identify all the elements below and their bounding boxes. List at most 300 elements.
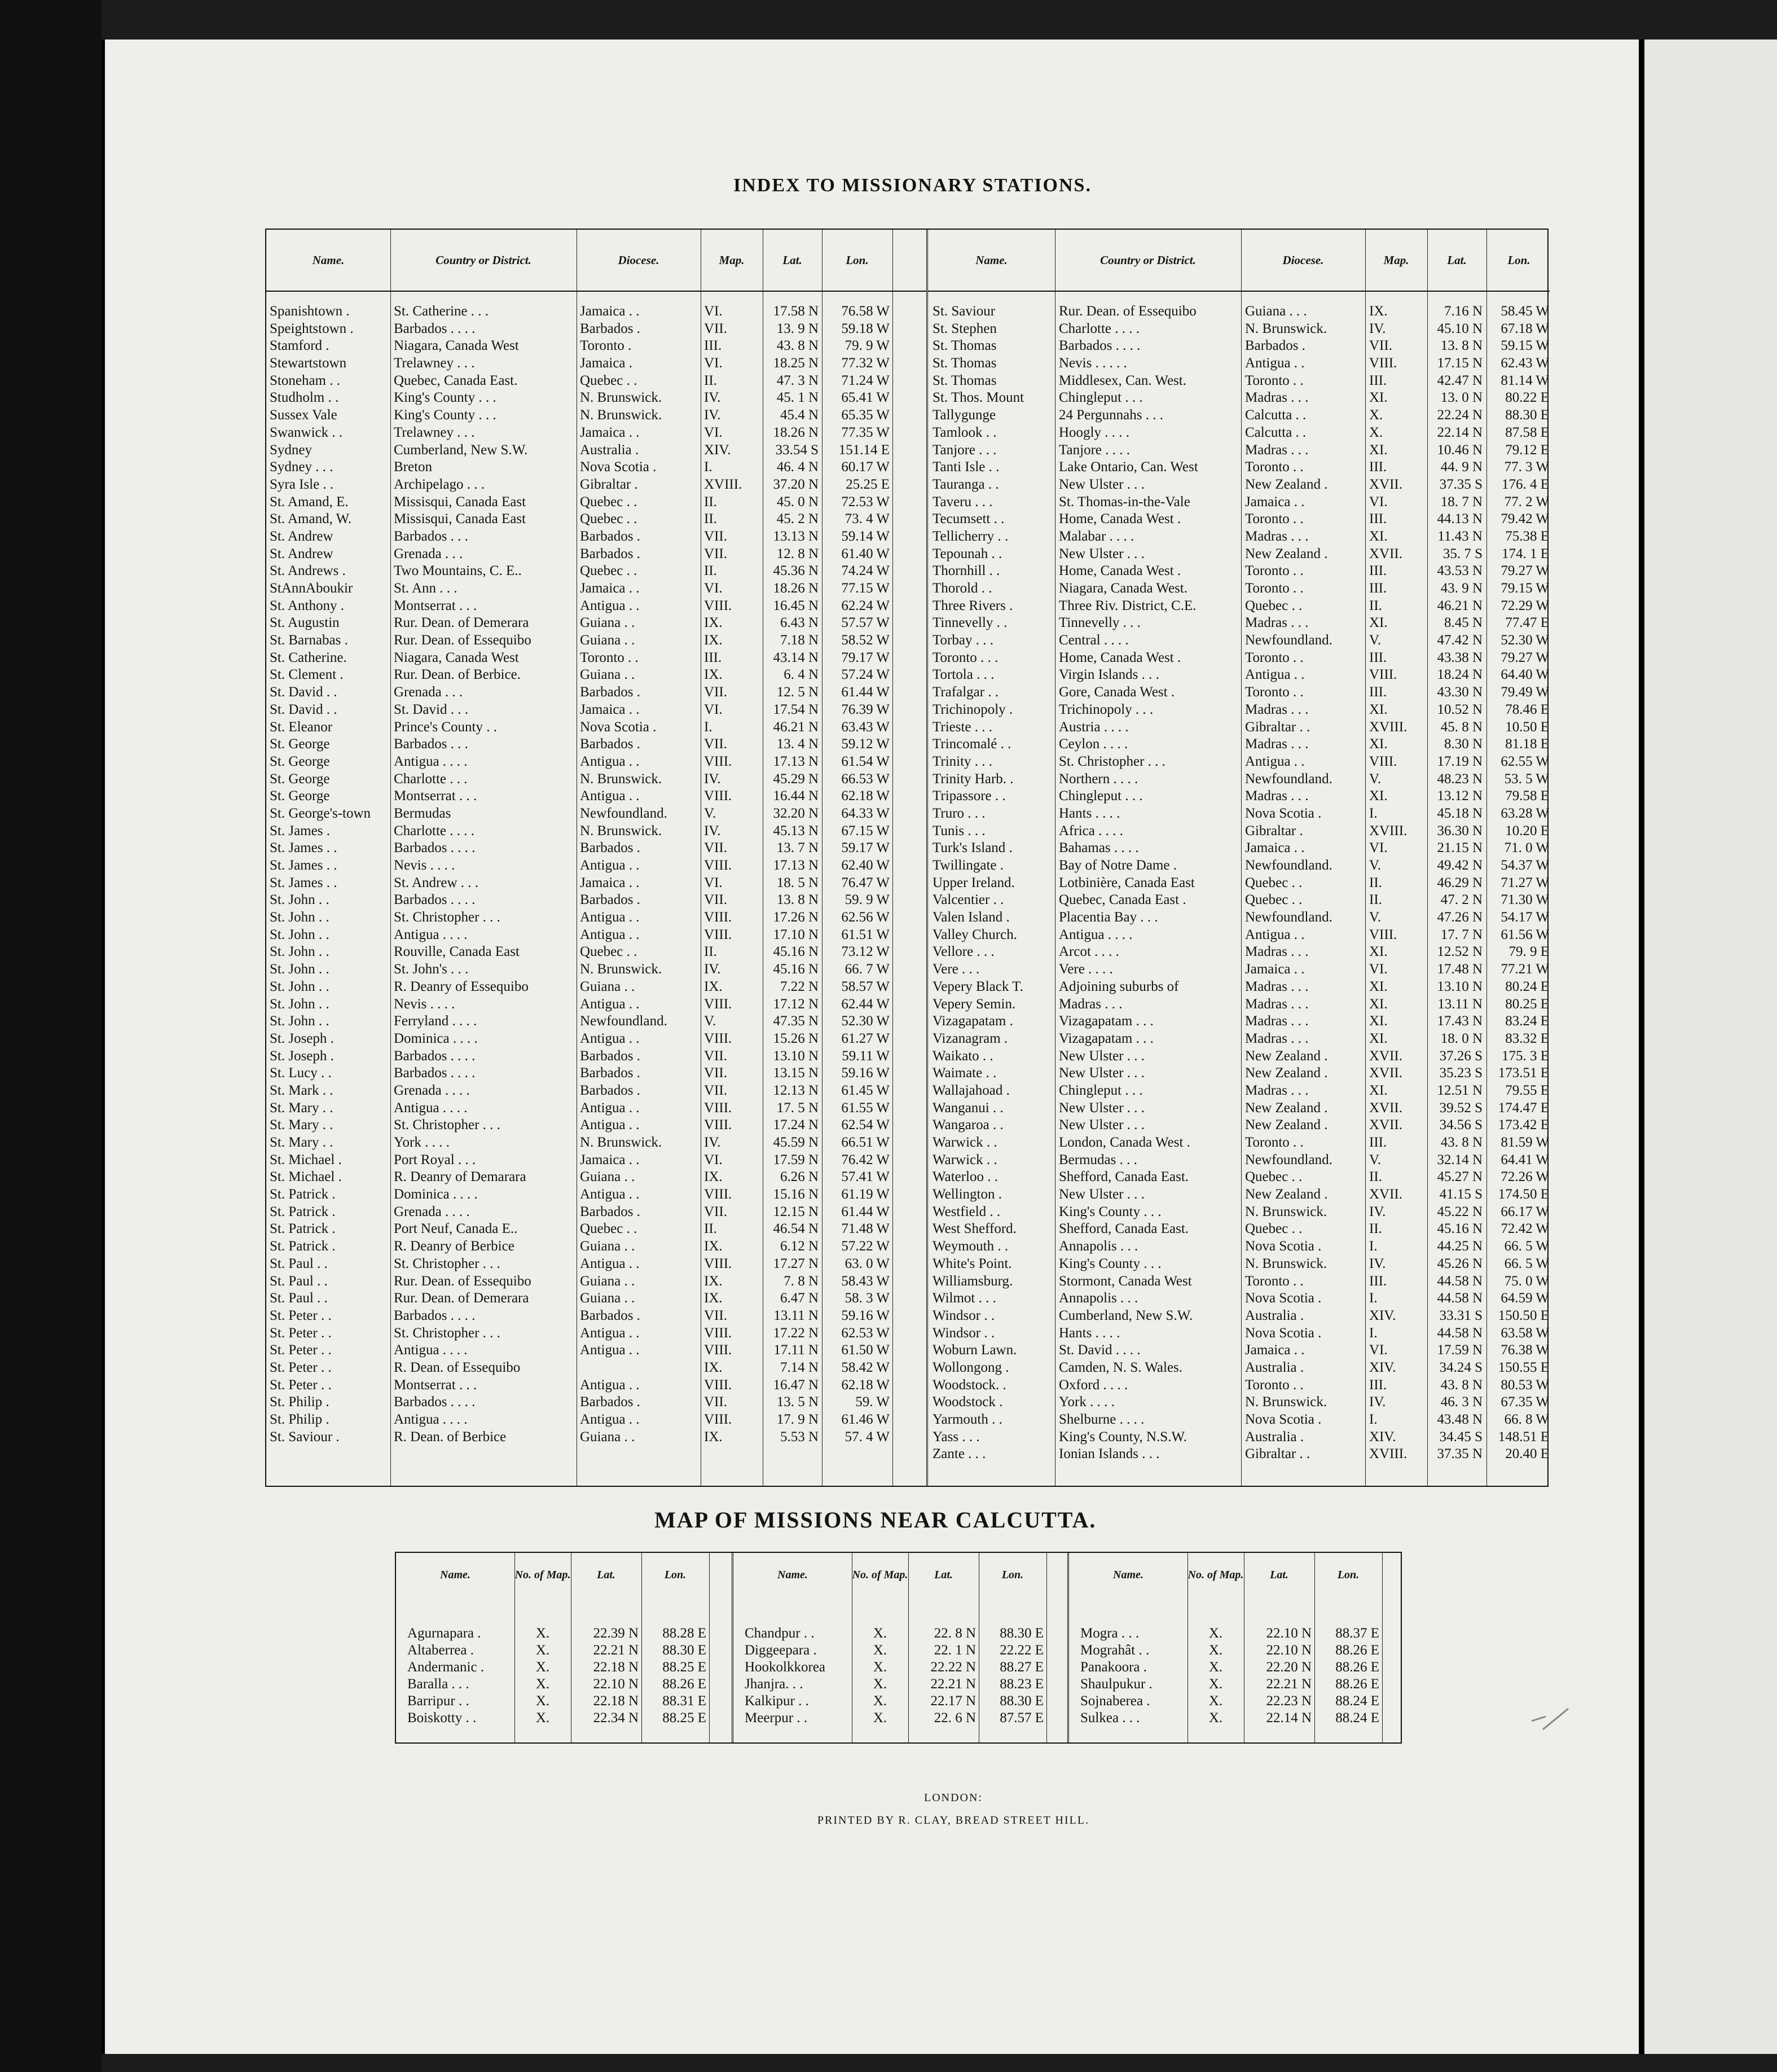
header-country: Country or District. — [436, 253, 531, 267]
cell-diocese: Quebec . . — [1245, 1169, 1303, 1185]
cell-name: St. Amand, W. — [270, 511, 352, 527]
cell-name: Windsor . . — [933, 1307, 995, 1323]
table-row — [266, 771, 926, 788]
cell-diocese: Nova Scotia . — [1245, 1290, 1322, 1306]
cell-map: IX. — [704, 1273, 723, 1289]
cell-lat: 45. 1 N — [776, 390, 819, 406]
cell-diocese: Australia . — [1245, 1307, 1304, 1323]
cell-diocese: N. Brunswick. — [1245, 1256, 1327, 1271]
cell-diocese: Newfoundland. — [1245, 1152, 1332, 1167]
cell-country: Bay of Notre Dame . — [1059, 858, 1177, 873]
header-lon: Lon. — [664, 1569, 687, 1581]
cell-lat: 17.26 N — [773, 910, 819, 925]
cell-lat: 34.24 S — [1439, 1359, 1483, 1375]
cell-map: XVII. — [1369, 1187, 1403, 1202]
cell-lat: 36.30 N — [1437, 823, 1483, 839]
cell-lat: 17. 7 N — [1440, 927, 1483, 942]
cell-name: St. Barnabas . — [270, 633, 348, 648]
cell-diocese: Quebec . . — [1245, 1221, 1303, 1237]
cell-lon: 63. 0 W — [844, 1256, 890, 1271]
table-row — [266, 372, 926, 390]
cell-lon: 88.25 E — [662, 1660, 706, 1675]
cell-country: King's County . . . — [394, 390, 496, 406]
cell-map: VI. — [1369, 840, 1388, 856]
cell-lat: 17.43 N — [1437, 1013, 1483, 1029]
cell-map: VIII. — [704, 1412, 732, 1427]
cell-name: Tanjore . . . — [933, 442, 997, 458]
cell-map: VIII. — [704, 910, 732, 925]
cell-country: Chingleput . . . — [1059, 788, 1143, 804]
cell-lat: 37.35 S — [1439, 476, 1483, 492]
cell-name: Torbay . . . — [933, 633, 993, 648]
cell-map: I. — [1369, 805, 1378, 821]
cell-lon: 63.28 W — [1501, 805, 1549, 821]
cell-name: St. John . . — [270, 962, 329, 977]
cell-lon: 62.55 W — [1501, 753, 1549, 769]
cell-name: St. Philip . — [270, 1412, 329, 1427]
cell-diocese: Guiana . . — [580, 1273, 635, 1289]
cell-name: Windsor . . — [933, 1325, 995, 1341]
cell-map: XI. — [1369, 390, 1388, 406]
cell-lat: 17.10 N — [773, 927, 819, 942]
cell-country: St. Andrew . . . — [394, 875, 478, 890]
cell-lat: 17.22 N — [773, 1325, 819, 1341]
cell-name: Sydney . . . — [270, 459, 333, 475]
cell-lat: 13. 0 N — [1440, 390, 1483, 406]
cell-diocese: Antigua . . — [580, 858, 640, 873]
cell-lat: 43.48 N — [1437, 1412, 1483, 1427]
cell-name: Valley Church. — [933, 927, 1017, 942]
cell-map: XVII. — [1369, 476, 1403, 492]
cell-lon: 150.55 E — [1498, 1359, 1549, 1375]
table-row — [928, 978, 1550, 996]
table-row — [928, 1082, 1550, 1100]
cell-diocese: Toronto . . — [1245, 581, 1304, 596]
cell-map: II. — [704, 494, 717, 510]
cell-lon: 58.45 W — [1501, 304, 1549, 319]
cell-lat: 6.26 N — [780, 1169, 819, 1185]
cell-lat: 45.36 N — [773, 563, 819, 579]
table-row — [266, 996, 926, 1013]
cell-lon: 71.48 W — [841, 1221, 890, 1237]
cell-lat: 37.20 N — [773, 476, 819, 492]
cell-lat: 22. 6 N — [934, 1710, 976, 1726]
cell-name: St. Saviour . — [270, 1429, 340, 1445]
cell-country: Bermudas . . . — [1059, 1152, 1137, 1167]
cell-lon: 58.52 W — [841, 633, 890, 648]
cell-country: London, Canada West . — [1059, 1135, 1190, 1150]
cell-diocese: Madras . . . — [1245, 736, 1309, 752]
cell-lat: 17.13 N — [773, 858, 819, 873]
cell-lat: 22.10 N — [593, 1676, 639, 1692]
cell-country: Shefford, Canada East. — [1059, 1169, 1189, 1185]
cell-name: St. George's-town — [270, 805, 371, 821]
table-row — [266, 1429, 926, 1446]
cell-map: XI. — [1369, 736, 1388, 752]
cell-lon: 150.50 E — [1498, 1307, 1549, 1323]
cell-lon: 87.57 E — [1000, 1710, 1044, 1726]
cell-country: Nevis . . . . — [394, 858, 455, 873]
cell-lon: 79.12 E — [1505, 442, 1549, 458]
cell-map: VII. — [704, 684, 727, 700]
cell-map: VII. — [704, 546, 727, 561]
cell-diocese: Jamaica . — [580, 355, 633, 371]
cell-map: XI. — [1369, 528, 1388, 544]
cell-name: Tepounah . . — [933, 546, 1002, 561]
cell-map: XVII. — [1369, 546, 1403, 561]
table-row — [733, 1676, 1067, 1693]
cell-name: St. James . . — [270, 858, 337, 873]
header-lat: Lat. — [782, 253, 802, 267]
cell-name: Toronto . . . — [933, 649, 999, 665]
cell-diocese: Madras . . . — [1245, 944, 1309, 960]
cell-country: Niagara, Canada West — [394, 649, 519, 665]
cell-country: Rur. Dean. of Essequibo — [394, 633, 531, 648]
cell-diocese: Antigua . . — [580, 1117, 640, 1133]
cell-map: VIII. — [704, 996, 732, 1012]
table-row — [396, 1642, 732, 1659]
cell-country: Grenada . . . — [394, 684, 463, 700]
cell-map: VI. — [704, 355, 723, 371]
cell-name: St. Andrews . — [270, 563, 346, 579]
cell-country: King's County, N.S.W. — [1059, 1429, 1187, 1445]
cell-lon: 59.16 W — [841, 1065, 890, 1081]
cell-country: Barbados . . . . — [394, 1048, 476, 1064]
cell-country: St. Christopher . . . — [394, 910, 500, 925]
cell-name: Tanti Isle . . — [933, 459, 1000, 475]
cell-map: VI. — [704, 581, 723, 596]
header-lat: Lat. — [597, 1569, 615, 1581]
cell-diocese: Madras . . . — [1245, 615, 1309, 631]
cell-name: St. Amand, E. — [270, 494, 349, 510]
cell-map: VI. — [704, 701, 723, 717]
cell-lon: 72.53 W — [841, 494, 890, 510]
cell-map: XVIII. — [1369, 823, 1407, 839]
cell-name: St. George — [270, 771, 330, 787]
cell-diocese: Toronto . . — [1245, 649, 1304, 665]
cell-name: St. Thos. Mount — [933, 390, 1024, 406]
cell-lon: 61.50 W — [841, 1342, 890, 1358]
cell-name: Trichinopoly . — [933, 701, 1013, 717]
cell-map: VII. — [704, 1082, 727, 1098]
cell-country: Nevis . . . . — [394, 996, 455, 1012]
table-row — [1069, 1625, 1403, 1642]
cell-diocese: Antigua . . — [1245, 753, 1305, 769]
cell-lon: 54.17 W — [1501, 910, 1549, 925]
cell-map: V. — [1369, 1152, 1382, 1167]
table-row — [928, 303, 1550, 321]
cell-lat: 43.38 N — [1437, 649, 1483, 665]
cell-name: Vepery Semin. — [933, 996, 1016, 1012]
cell-diocese: Quebec . . — [580, 494, 637, 510]
table-row — [733, 1693, 1067, 1710]
cell-lat: 47. 2 N — [1440, 892, 1483, 908]
cell-lon: 88.26 E — [1335, 1660, 1379, 1675]
cell-lat: 43.14 N — [773, 649, 819, 665]
cell-name: St. Lucy . . — [270, 1065, 332, 1081]
cell-country: Breton — [394, 459, 433, 475]
table-row — [266, 580, 926, 598]
header-map-no: No. of Map. — [514, 1569, 571, 1581]
cell-lat: 12.51 N — [1437, 1082, 1483, 1098]
cell-map: IX. — [704, 1359, 723, 1375]
cell-country: Niagara, Canada West — [394, 338, 519, 354]
cell-country: Vizagapatam . . . — [1059, 1013, 1154, 1029]
cell-map-no: X. — [873, 1710, 887, 1726]
cell-lat: 12.52 N — [1437, 944, 1483, 960]
cell-lon: 22.22 E — [1000, 1643, 1044, 1658]
cell-country: Barbados . . . — [394, 736, 468, 752]
table-row — [266, 407, 926, 424]
table-row — [266, 598, 926, 615]
cell-country: Ionian Islands . . . — [1059, 1446, 1160, 1462]
cell-country: Hants . . . . — [1059, 805, 1120, 821]
cell-name: St. Peter . . — [270, 1307, 332, 1323]
table-row — [266, 736, 926, 753]
cell-lat: 33.31 S — [1439, 1307, 1483, 1323]
cell-lat: 46. 3 N — [1440, 1394, 1483, 1410]
cell-lat: 10.52 N — [1437, 701, 1483, 717]
table-row — [266, 1290, 926, 1307]
cell-lon: 20.40 E — [1505, 1446, 1549, 1462]
cell-name: Three Rivers . — [933, 598, 1013, 613]
cell-lat: 45. 2 N — [776, 511, 819, 527]
cell-map: X. — [1369, 424, 1383, 440]
cell-name: Warwick . . — [933, 1135, 997, 1150]
table-row — [928, 875, 1550, 892]
cell-name: Woodstock . — [933, 1394, 1003, 1410]
cell-lat: 12. 5 N — [776, 684, 819, 700]
cell-name: St. Patrick . — [270, 1187, 336, 1202]
imprint-city: LONDON: — [924, 1792, 983, 1804]
cell-lon: 64.41 W — [1501, 1152, 1549, 1167]
cell-map: XI. — [1369, 615, 1388, 631]
cell-diocese: New Zealand . — [1245, 476, 1328, 492]
cell-lon: 25.25 E — [846, 476, 890, 492]
cell-map: III. — [1369, 1273, 1387, 1289]
table-row — [928, 1169, 1550, 1186]
cell-lat: 17. 9 N — [776, 1412, 819, 1427]
cell-lat: 18.24 N — [1437, 667, 1483, 683]
table-row — [928, 563, 1550, 580]
cell-name: Mograhât . . — [1080, 1643, 1150, 1658]
table-row — [266, 1030, 926, 1048]
cell-diocese: Antigua . . — [580, 996, 640, 1012]
cell-lat: 13. 7 N — [776, 840, 819, 856]
cell-country: Prince's County . . — [394, 719, 497, 735]
cell-map: VII. — [704, 528, 727, 544]
cell-lat: 13. 8 N — [1440, 338, 1483, 354]
cell-lat: 45.18 N — [1437, 805, 1483, 821]
table-row — [266, 927, 926, 944]
cell-country: Montserrat . . . — [394, 1377, 477, 1393]
cell-lon: 75. 0 W — [1504, 1273, 1549, 1289]
cell-map: XI. — [1369, 1013, 1388, 1029]
table-row — [266, 961, 926, 978]
cell-lat: 34.45 S — [1439, 1429, 1483, 1445]
cell-diocese: New Zealand . — [1245, 1065, 1328, 1081]
cell-name: St. James . — [270, 823, 330, 839]
cell-name: Woodstock. . — [933, 1377, 1006, 1393]
cell-country: Home, Canada West . — [1059, 511, 1181, 527]
cell-country: Tanjore . . . . — [1059, 442, 1130, 458]
cell-lon: 62.44 W — [841, 996, 890, 1012]
cell-lat: 13.10 N — [773, 1048, 819, 1064]
cell-diocese: Madras . . . — [1245, 1030, 1309, 1046]
cell-name: Mogra . . . — [1080, 1626, 1140, 1641]
cell-name: St. Andrew — [270, 528, 333, 544]
cell-lon: 61.44 W — [841, 684, 890, 700]
cell-name: Tauranga . . — [933, 476, 999, 492]
cell-lon: 88.30 E — [1000, 1693, 1044, 1709]
cell-map: XI. — [1369, 701, 1388, 717]
cell-map: XVIII. — [704, 476, 742, 492]
cell-country: Middlesex, Can. West. — [1059, 372, 1186, 388]
cell-lat: 45.16 N — [773, 962, 819, 977]
table-row — [266, 1117, 926, 1134]
cell-lon: 75.38 E — [1505, 528, 1549, 544]
cell-diocese: Antigua . . — [580, 1187, 640, 1202]
cell-lat: 47.35 N — [773, 1013, 819, 1029]
cell-country: St. Christopher . . . — [394, 1117, 500, 1133]
cell-diocese: Barbados . — [580, 321, 640, 336]
cell-diocese: Guiana . . — [580, 1429, 635, 1445]
cell-name: Baralla . . . — [407, 1676, 469, 1692]
cell-lat: 18. 0 N — [1440, 1030, 1483, 1046]
cell-name: Swanwick . . — [270, 424, 343, 440]
cell-country: Barbados . . . — [394, 528, 468, 544]
table-row — [928, 424, 1550, 442]
cell-map: II. — [704, 1221, 717, 1237]
cell-lat: 22.21 N — [1266, 1676, 1312, 1692]
cell-lon: 79.15 W — [1501, 581, 1549, 596]
cell-lon: 80.24 E — [1505, 978, 1549, 994]
table-row — [928, 909, 1550, 927]
cell-name: Spanishtown . — [270, 304, 350, 319]
cell-country: Barbados . . . . — [394, 840, 476, 856]
cell-diocese: Newfoundland. — [580, 1013, 667, 1029]
table-row — [266, 546, 926, 563]
table-row — [928, 1411, 1550, 1429]
calcutta-block — [732, 1553, 1067, 1742]
cell-lat: 6.12 N — [780, 1239, 819, 1254]
cell-country: Antigua . . . . — [394, 1342, 468, 1358]
cell-lon: 79. 9 E — [1508, 944, 1549, 960]
cell-map: IV. — [704, 962, 721, 977]
cell-lon: 79.58 E — [1505, 788, 1549, 804]
cell-name: St. John . . — [270, 944, 329, 960]
cell-country: Rur. Dean. of Essequibo — [394, 1273, 531, 1289]
cell-diocese: Barbados . — [580, 546, 640, 561]
cell-map-no: X. — [1208, 1710, 1223, 1726]
cell-map: III. — [1369, 649, 1387, 665]
cell-diocese: Newfoundland. — [1245, 858, 1332, 873]
cell-diocese: Nova Scotia . — [1245, 1325, 1322, 1341]
cell-map: VI. — [704, 424, 723, 440]
cell-name: Taveru . . . — [933, 494, 993, 510]
cell-diocese: New Zealand . — [1245, 1100, 1328, 1116]
cell-lon: 79.55 E — [1505, 1082, 1549, 1098]
cell-diocese: Quebec . . — [580, 944, 637, 960]
cell-diocese: N. Brunswick. — [580, 771, 662, 787]
cell-country: Hants . . . . — [1059, 1325, 1120, 1341]
cell-lon: 80.53 W — [1501, 1377, 1549, 1393]
cell-map: II. — [704, 944, 717, 960]
cell-name: Stoneham . . — [270, 372, 340, 388]
cell-country: Missisqui, Canada East — [394, 494, 526, 510]
cell-name: St. Thomas — [933, 355, 997, 371]
cell-name: St. Philip . — [270, 1394, 329, 1410]
cell-diocese: Jamaica . . — [1245, 494, 1305, 510]
cell-lon: 173.42 E — [1498, 1117, 1549, 1133]
cell-lat: 35.23 S — [1439, 1065, 1483, 1081]
table-row — [928, 684, 1550, 701]
cell-map: VIII. — [704, 1100, 732, 1116]
cell-name: West Shefford. — [933, 1221, 1017, 1237]
cell-country: 24 Pergunnahs . . . — [1059, 407, 1163, 423]
cell-country: R. Deanry of Berbice — [394, 1239, 514, 1254]
cell-lat: 44.58 N — [1437, 1325, 1483, 1341]
cell-lat: 45.26 N — [1437, 1256, 1483, 1271]
cell-lat: 43. 8 N — [1440, 1377, 1483, 1393]
cell-diocese: Toronto . — [580, 338, 632, 354]
cell-diocese: Barbados . — [580, 892, 640, 908]
cell-map: I. — [1369, 1290, 1378, 1306]
cell-diocese: Antigua . . — [580, 1256, 640, 1271]
cell-lon: 74.24 W — [841, 563, 890, 579]
table-row — [928, 1204, 1550, 1221]
cell-lat: 44.58 N — [1437, 1273, 1483, 1289]
cell-name: St. Peter . . — [270, 1359, 332, 1375]
cell-lon: 151.14 E — [838, 442, 890, 458]
cell-country: Ceylon . . . . — [1059, 736, 1128, 752]
cell-country: Barbados . . . . — [394, 1065, 476, 1081]
cell-map: VIII. — [704, 598, 732, 613]
table-row — [733, 1642, 1067, 1659]
cell-lon: 66. 8 W — [1504, 1412, 1549, 1427]
cell-lat: 22.21 N — [593, 1643, 639, 1658]
table-row — [266, 875, 926, 892]
table-row — [266, 753, 926, 771]
table-row — [928, 649, 1550, 667]
cell-map: III. — [1369, 459, 1387, 475]
cell-name: St. Michael . — [270, 1169, 342, 1185]
cell-lat: 45.4 N — [780, 407, 819, 423]
table-row — [266, 632, 926, 649]
cell-lon: 58. 3 W — [844, 1290, 890, 1306]
cell-map: VIII. — [1369, 927, 1397, 942]
cell-name: St. John . . — [270, 978, 329, 994]
cell-diocese: Antigua . . — [1245, 927, 1305, 942]
table-row — [928, 407, 1550, 424]
cell-lat: 34.56 S — [1439, 1117, 1483, 1133]
cell-name: Sojnaberea . — [1080, 1693, 1150, 1709]
cell-map: XI. — [1369, 442, 1388, 458]
cell-lon: 73. 4 W — [844, 511, 890, 527]
cell-lon: 88.25 E — [662, 1710, 706, 1726]
cell-name: St. Clement . — [270, 667, 344, 683]
scan-dark-margin — [0, 0, 102, 2072]
cell-map: VII. — [1369, 338, 1392, 354]
cell-lon: 59.12 W — [841, 736, 890, 752]
table-row — [266, 1325, 926, 1342]
cell-lon: 72.42 W — [1501, 1221, 1549, 1237]
cell-lat: 43. 9 N — [1440, 581, 1483, 596]
table-row — [1069, 1676, 1403, 1693]
table-row — [266, 684, 926, 701]
cell-country: Barbados . . . . — [394, 321, 476, 336]
header-name: Name. — [975, 253, 1008, 267]
